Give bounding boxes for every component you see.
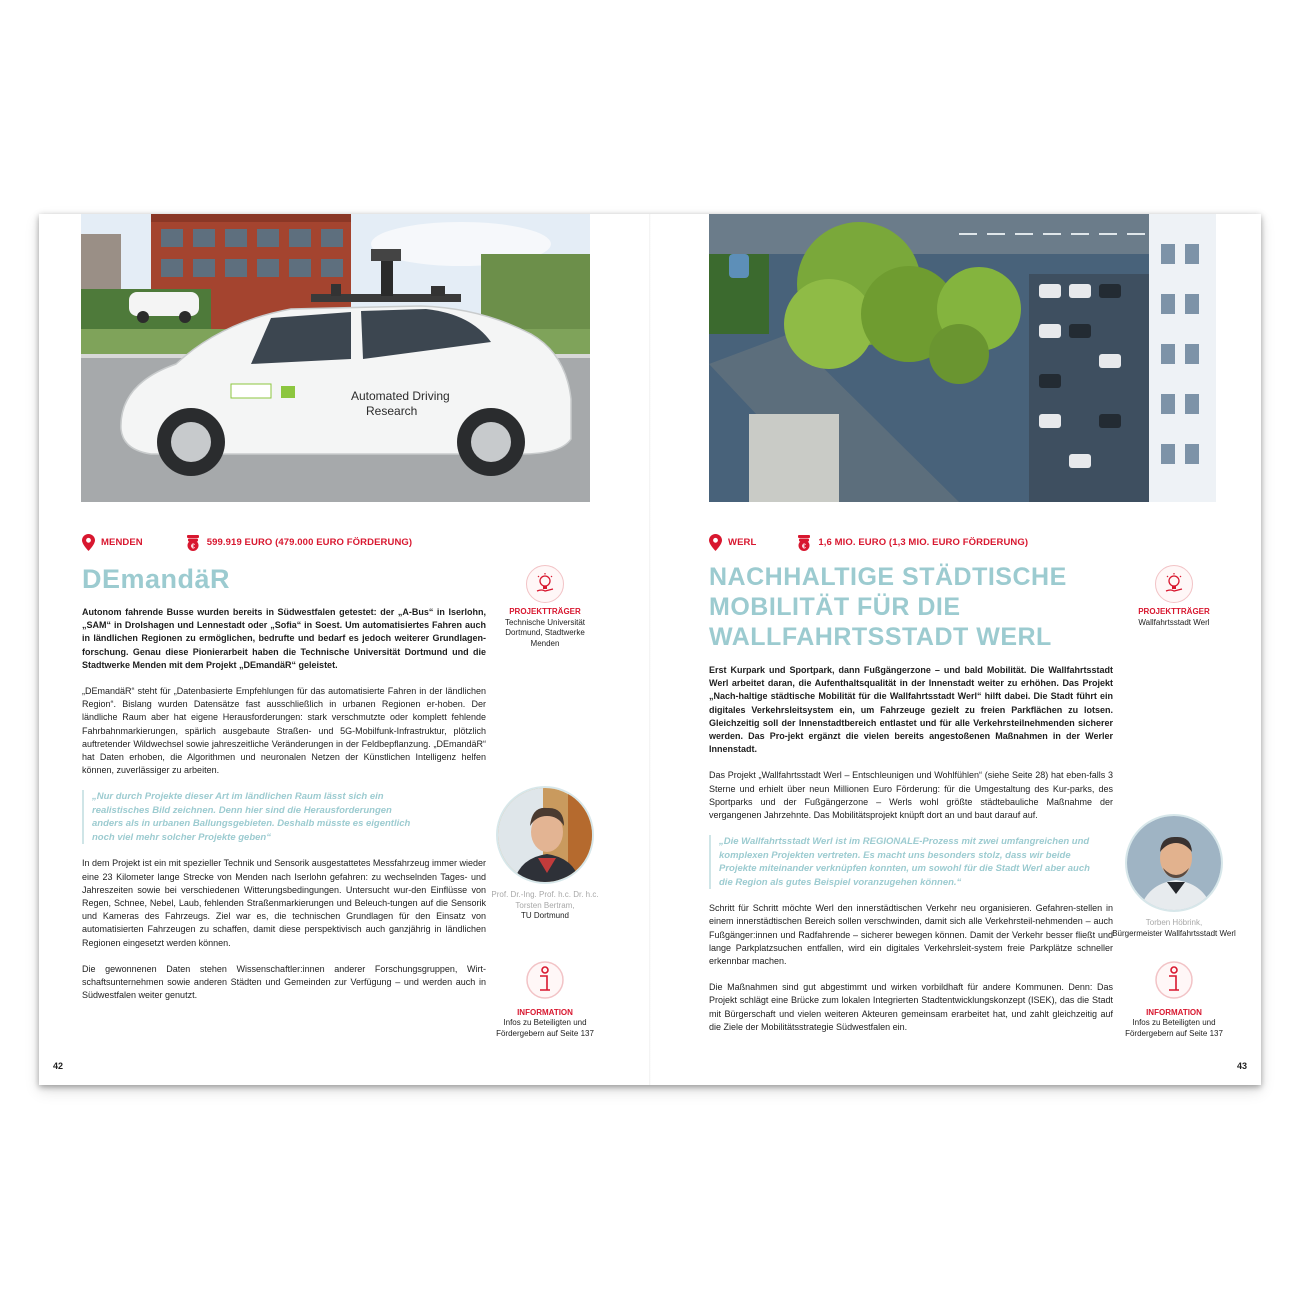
pull-quote: „Die Wallfahrtsstadt Werl ist im REGIONALE-Prozess mit zwei umfangreichen und komplexen Projekten vertreten. Es macht uns besonders stolz, dass wir beide Projekte miteinander verknüpfen konnten, um sowohl für die Stadt Werl aber auch die Region als gutes Beispiel voranzugehen können.“ <box>709 835 1094 889</box>
sidebar-quote-person <box>490 786 600 922</box>
information-icon <box>525 960 565 1000</box>
magazine-spread <box>39 214 1261 1085</box>
budget-label: 1,6 MIO. EURO (1,3 MIO. EURO FÖRDERUNG) <box>818 537 1029 548</box>
sidebar-information <box>490 960 600 1039</box>
sidebar-project-traeger <box>490 565 600 649</box>
body-paragraph: Die Maßnahmen sind gut abgestimmt und wirken vorbildhaft für andere Kommunen. Denn: Das Projekt schlägt eine Brücke zum lokalen Integrierten Stadtentwicklungskonzept (ISEK), das die Stadt mit Bürgerschaft und vielen weiteren Akteuren gemeinsam erarbeitet hat, und zahlt gleichzeitig auf die Ziele der Mobilitätsstrategie Südwestfalen ein. <box>709 982 1113 1032</box>
pull-quote: „Nur durch Projekte dieser Art im ländlichen Raum lässt sich ein realistisches Bild zeichnen. Denn hier sind die Herausforderungen anders als in urbanen Ballungsgebieten. Deshalb müsste es eigentlich noch viel mehr solcher Projekte geben“ <box>82 790 412 844</box>
portrait-avatar <box>496 786 594 884</box>
person-role: Bürgermeister Wallfahrtsstadt Werl <box>1112 928 1236 938</box>
lead-paragraph: Autonom fahrende Busse wurden bereits in Südwestfalen getestet: der „A-Bus“ in Iserlohn, „SAM“ in Drolshagen und Lennestadt oder „Sofia“ in Soest. Um automatisiertes Fahren auch in ländlichen Regionen zu ermöglichen, bedrufte und bedarf es jedoch weiterer Grundlagen-forschung. Genau diese Pionierarbeit haben die Technische Universität Dortmund und die Stadtwerke Menden mit dem Projekt „DEmandäR“ geleistet. <box>82 607 486 670</box>
project-meta-left <box>82 534 412 551</box>
project-meta-right <box>709 534 1028 551</box>
photo-aerial-parking <box>709 214 1216 502</box>
info-label: INFORMATION <box>1146 1007 1202 1017</box>
location-label: MENDEN <box>101 537 143 548</box>
svg-text:€: € <box>190 543 195 550</box>
location-label: WERL <box>728 537 757 548</box>
information-icon <box>1154 960 1194 1000</box>
car-label-line2: Research <box>366 404 418 418</box>
article-body-right <box>709 664 1113 1047</box>
lightbulb-hand-icon <box>526 565 564 603</box>
portrait-avatar <box>1125 814 1223 912</box>
euro-coin-icon <box>796 535 812 551</box>
location-pin-icon <box>709 534 722 551</box>
body-paragraph: Schritt für Schritt möchte Werl den innerstädtischen Verkehr neu organisieren. Gefahren-stellen in einem innerstädtischen Bereich sollen verschwinden, damit sich alle Verkehrsteil-nehmenden – auch Fußgänger:innen und Radfahrende – sicherer bewegen können. Damit der Verkehr besser fließt und lange Parkplatzsuchen entfallen, wird ein digitales Verkehrsleit-system freie Parkplätze schneller erkennbar machen. <box>709 903 1113 967</box>
sidebar-project-traeger <box>1119 565 1229 628</box>
car-label-line1: Automated Driving <box>351 389 450 403</box>
info-text: Infos zu Beteiligten und Fördergebern auf Seite 137 <box>1125 1018 1223 1038</box>
info-label: INFORMATION <box>517 1007 573 1017</box>
traeger-label: PROJEKTTRÄGER <box>1138 607 1210 616</box>
budget-label: 599.919 EURO (479.000 EURO FÖRDERUNG) <box>206 537 413 548</box>
person-name: Prof. Dr.-Ing. Prof. h.c. Dr. h.c. Torsten Bertram, <box>491 890 599 910</box>
body-paragraph: Das Projekt „Wallfahrtsstadt Werl – Entschleunigen und Wohlfühlen“ (siehe Seite 28) hat eben-falls 3 Sterne und erhielt über neun Millionen Euro Förderung: für die Umgestaltung des Kur-parks, des Sportparks und der Fußgängerzone – Werls wohl größte städtebauliche Maßnahme der vergangenen Jahrzehnte. Das Mobilitätsprojekt knüpft dort an und baut darauf auf. <box>709 770 1113 821</box>
lead-paragraph: Erst Kurpark und Sportpark, dann Fußgängerzone – und bald Mobilität. Die Wallfahrtsstadt Werl arbeitet daran, die Aufenthaltsqualität in der Innenstadt weiter zu erhöhen. Das Projekt „Nach-haltige städtische Mobilität für die Wallfahrtsstadt Werl“ hilft dabei. Die Stadt führt ein digitales Verkehrsleitsystem ein, um Fahrzeuge gezielt zu freien Parkflächen zu lotsen. Gleichzeitig soll der Innenstadtbereich entlastet und für alle Verkehrsteilnehmenden sicherer werden. Das Pro-jekt ergänzt die vielen bereits angestoßenen Maßnahmen in der Werler Innenstadt. <box>709 665 1113 755</box>
location-pin-icon <box>82 534 95 551</box>
traeger-label: PROJEKTTRÄGER <box>509 607 581 616</box>
page-left <box>39 214 650 1085</box>
body-paragraph: In dem Projekt ist ein mit spezieller Technik und Sensorik ausgestattetes Messfahrzeug immer wieder eine 23 Kilometer lange Strecke von Menden nach Iserlohn gefahren: zu wechselnden Tages- und Jahreszeiten sowie bei verschiedenen Witterungsbedingungen. Untersucht wur-den Einflüsse von Regen, Schnee, Nebel, Laub, fehlenden Straßenmarkierungen und Beleuch-tungen auf die Sensorik und Kameras des Fahrzeugs. Ziel war es, die technischen Grundlagen für den Einsatz von automatisierten Fahrzeugen zu schaffen, damit diese perspektivisch auch ganzjährig in ländlichen Regionen eingesetzt werden können. <box>82 858 486 948</box>
person-name: Torben Höbrink, <box>1145 918 1203 927</box>
article-title: DEmandäR <box>82 564 231 594</box>
person-org: TU Dortmund <box>520 911 569 920</box>
body-paragraph: „DEmandäR“ steht für „Datenbasierte Empfehlungen für das automatisierte Fahren in der ländlichen Region“. Bislang wurden Datensätze fast ausschließlich in urbanen Regionen er-hoben. Der ländliche Raum aber hat eigene Herausforderungen: stark verschmutzte oder komplett fehlende Fahrbahnmarkierungen, spärlich ausgebaute Straßen- und 5G-Mobilfunk-Infrastruktur, plötzlich auftretender Wildwechsel sowie jahreszeitliche Veränderungen in der Feldbepflanzung. „DEmandäR“ hat Daten erhoben, die Algorithmen und neuronalen Netzen der Künstlichen Intelligenz helfen können, zuverlässiger zu arbeiten. <box>82 686 486 776</box>
sidebar-information <box>1119 960 1229 1039</box>
svg-text:€: € <box>802 543 807 550</box>
article-title: NACHHALTIGE STÄDTISCHE MOBILITÄT FÜR DIE WALLFAHRTSSTADT WERL <box>709 563 1067 651</box>
sidebar-quote-person <box>1110 814 1238 939</box>
info-text: Infos zu Beteiligten und Fördergebern auf Seite 137 <box>496 1018 594 1038</box>
page-right <box>650 214 1261 1085</box>
page-number: 43 <box>1236 1061 1247 1071</box>
body-paragraph: Die gewonnenen Daten stehen Wissenschaftler:innen anderer Forschungsgruppen, Wirt-schaftsunternehmen sowie anderen Städten und Gemeinden zur Verfügung – und werden auch in Südwestfalen weiter genutzt. <box>82 963 486 1001</box>
euro-coin-icon <box>185 535 201 551</box>
lightbulb-hand-icon <box>1155 565 1193 603</box>
article-body-left <box>82 606 486 1015</box>
page-number: 42 <box>53 1061 64 1071</box>
traeger-text: Technische Universität Dortmund, Stadtwerke Menden <box>504 617 586 648</box>
car-illustration <box>81 214 590 502</box>
photo-autonomous-car <box>81 214 590 502</box>
traeger-text: Wallfahrtsstadt Werl <box>1138 617 1210 627</box>
